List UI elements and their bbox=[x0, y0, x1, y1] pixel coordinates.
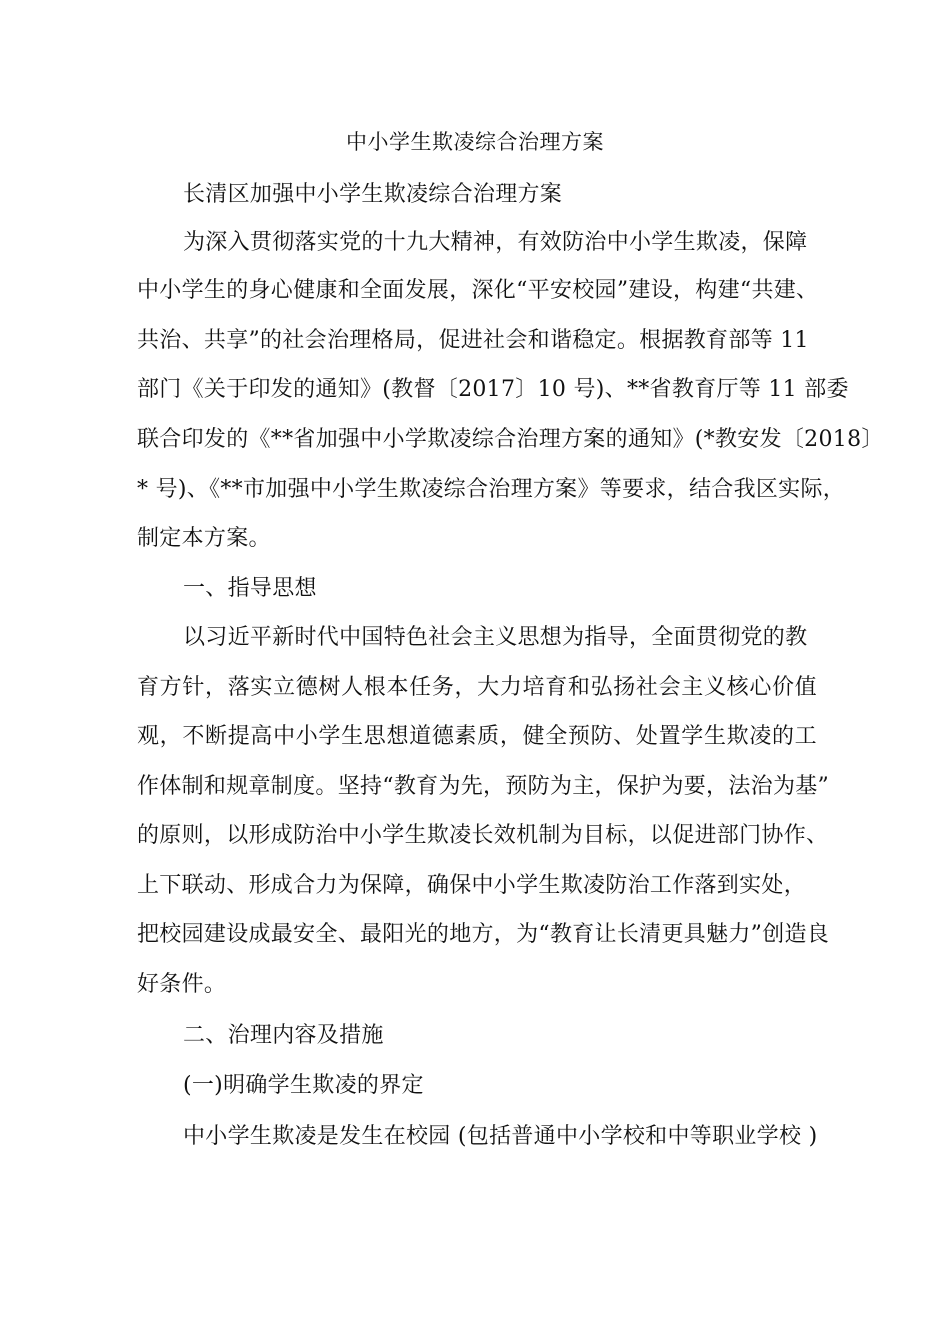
intro-line-6: * 号)、《**市加强中小学生欺凌综合治理方案》等要求，结合我区实际， bbox=[137, 477, 846, 502]
section-1-line-8: 好条件。 bbox=[137, 972, 227, 997]
section-1-line-1: 以习近平新时代中国特色社会主义思想为指导，全面贯彻党的教 bbox=[183, 625, 808, 650]
intro-line-4: 部门《关于印发的通知》(教督〔2017〕10 号)、**省教育厅等 11 部委 bbox=[137, 377, 849, 402]
section-2-line-1: 中小学生欺凌是发生在校园 (包括普通中小学校和中等职业学校 ) bbox=[183, 1124, 818, 1149]
section-2-subheading: (一)明确学生欺凌的界定 bbox=[183, 1073, 424, 1098]
intro-line-2: 中小学生的身心健康和全面发展，深化“平安校园”建设，构建“共建、 bbox=[137, 278, 819, 303]
intro-line-7: 制定本方案。 bbox=[137, 526, 271, 551]
intro-line-3: 共治、共享”的社会治理格局，促进社会和谐稳定。根据教育部等 11 bbox=[137, 328, 809, 353]
section-1-line-4: 作体制和规章制度。坚持“教育为先，预防为主，保护为要，法治为基” bbox=[137, 774, 830, 799]
section-1-line-7: 把校园建设成最安全、最阳光的地方，为“教育让长清更具魅力”创造良 bbox=[137, 922, 830, 947]
intro-line-1: 为深入贯彻落实党的十九大精神，有效防治中小学生欺凌，保障 bbox=[183, 230, 808, 255]
section-1-heading: 一、指导思想 bbox=[183, 576, 317, 601]
section-1-line-2: 育方针，落实立德树人根本任务，大力培育和弘扬社会主义核心价值 bbox=[137, 675, 817, 700]
document-title: 中小学生欺凌综合治理方案 bbox=[346, 130, 604, 154]
document-subtitle: 长清区加强中小学生欺凌综合治理方案 bbox=[183, 182, 563, 207]
section-1-line-3: 观，不断提高中小学生思想道德素质，健全预防、处置学生欺凌的工 bbox=[137, 724, 817, 749]
section-2-heading: 二、治理内容及措施 bbox=[183, 1023, 384, 1048]
section-1-line-5: 的原则，以形成防治中小学生欺凌长效机制为目标，以促进部门协作、 bbox=[137, 823, 829, 848]
section-1-line-6: 上下联动、形成合力为保障，确保中小学生欺凌防治工作落到实处， bbox=[137, 873, 807, 898]
intro-line-5: 联合印发的《**省加强中小学欺凌综合治理方案的通知》(*教安发〔2018〕 bbox=[137, 427, 884, 452]
